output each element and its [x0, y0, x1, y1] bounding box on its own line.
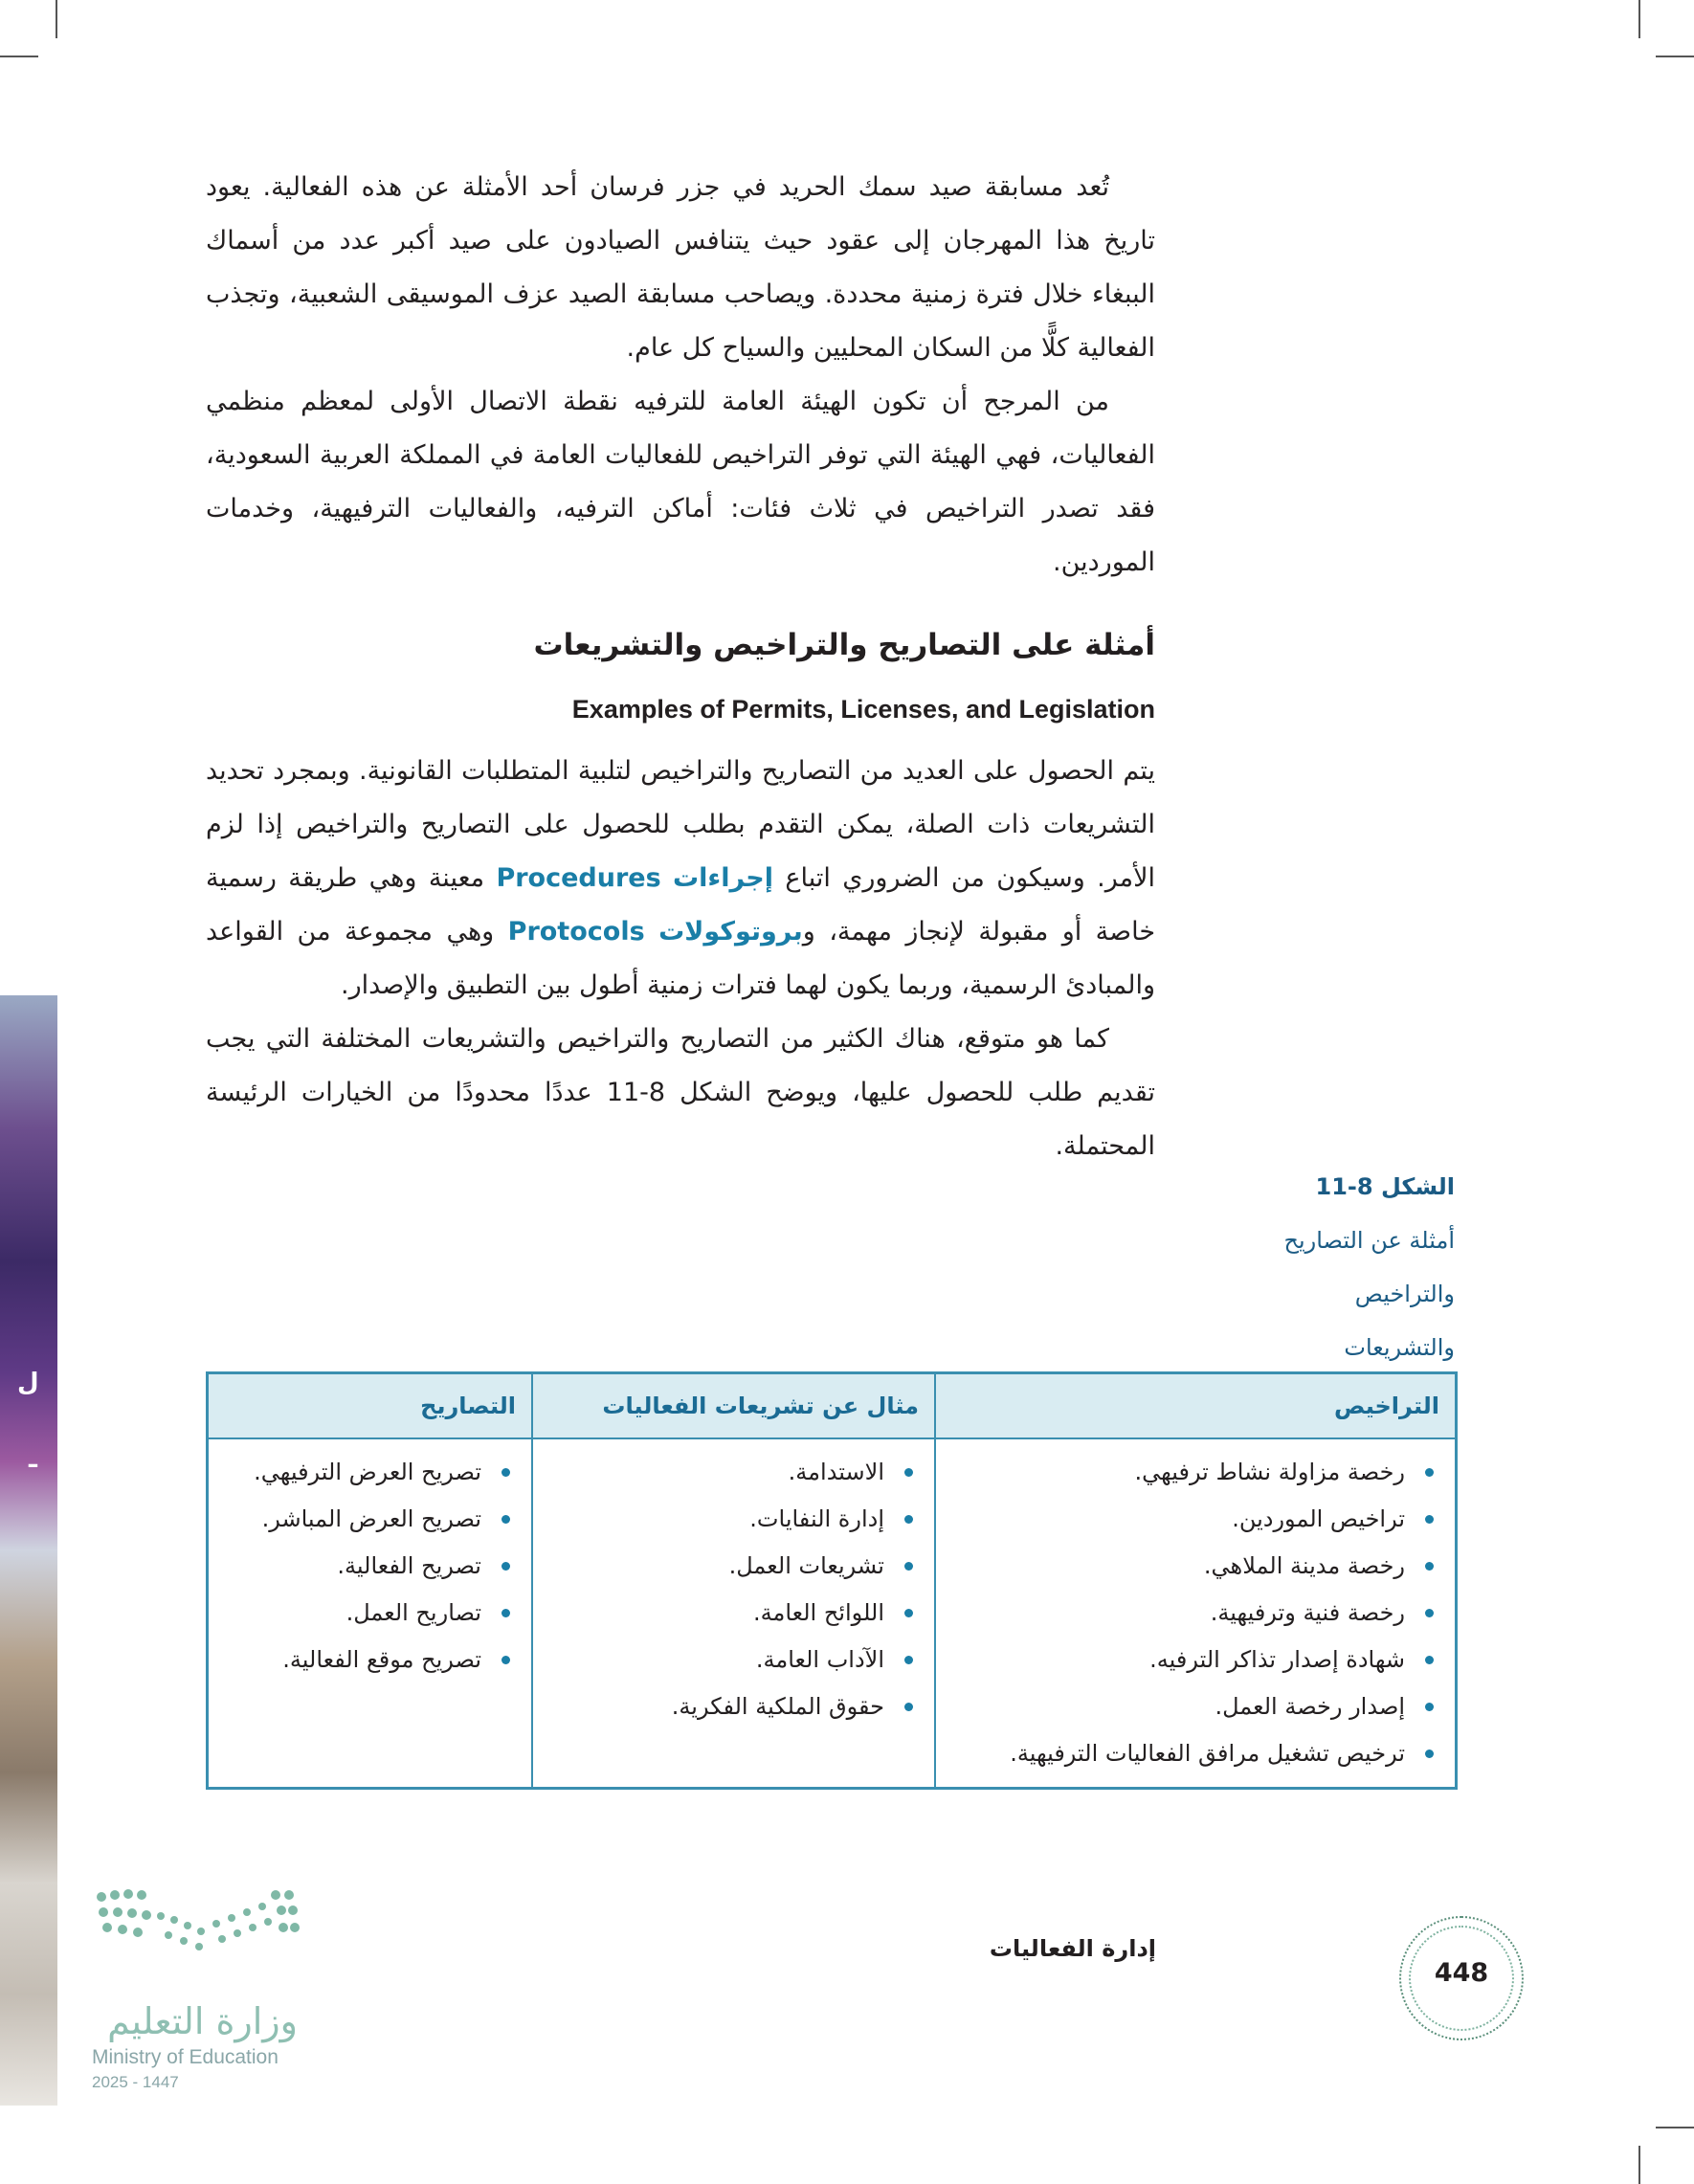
list-item: اللوائح العامة.: [548, 1590, 917, 1637]
crop-mark: [1656, 56, 1694, 57]
running-footer-title: إدارة الفعاليات: [989, 1935, 1156, 1962]
intro-paragraph-2: من المرجح أن تكون الهيئة العامة للترفيه نقطة الاتصال الأولى لمعظم منظمي الفعاليات، فهي الهيئة التي توفر التراخيص للفعاليات العامة في المملكة العربية السعودية، فقد تصدر التراخيص في ثلاث فئات: أماكن الترفيه، والفعاليات الترفيهية، وخدمات الموردين.: [206, 387, 1155, 577]
term-protocols-en: Protocols: [507, 917, 645, 947]
page-number-badge: [1399, 1916, 1524, 2040]
decorative-glyph: ـ: [29, 1445, 37, 1474]
text-run: يتم الحصول على العديد من التصاريح والتراخيص لتلبية المتطلبات القانونية. وبمجرد تحديد التشريعات ذات الصلة، يمكن التقدم بطلب للحصول على التصاريح والتراخيص إذا لزم الأمر. وسيكون من الضروري اتباع: [206, 756, 1155, 893]
ministry-name-arabic: وزارة التعليم: [107, 2000, 298, 2042]
section-title-arabic: أمثلة على التصاريح والتراخيص والتشريعات: [533, 628, 1155, 662]
list-item: شهادة إصدار تذاكر الترفيه.: [951, 1637, 1438, 1683]
list-item: تصريح العرض الترفيهي.: [224, 1449, 514, 1496]
list-item: تصريح موقع الفعالية.: [224, 1637, 514, 1683]
crop-mark: [56, 0, 57, 38]
term-procedures-ar: إجراءات: [673, 863, 774, 893]
figure-caption-line: والتراخيص: [1354, 1281, 1455, 1307]
list-item: ترخيص تشغيل مرافق الفعاليات الترفيهية.: [951, 1730, 1438, 1777]
list-item: الاستدامة.: [548, 1449, 917, 1496]
list-item: تشريعات العمل.: [548, 1543, 917, 1590]
table-row: [208, 1438, 1457, 1789]
text-run: وهي مجموعة من القواعد والمبادئ الرسمية، وربما يكون لهما فترات زمنية أطول بين التطبيق والإصدار.: [206, 917, 1155, 1000]
ministry-logo: [92, 1878, 322, 2091]
section-title-english: Examples of Permits, Licenses, and Legislation: [571, 695, 1155, 724]
crop-mark: [1656, 2127, 1694, 2128]
list-item: تصاريح العمل.: [224, 1590, 514, 1637]
figure-label: الشكل 8-11: [1315, 1173, 1455, 1200]
header-legislation: مثال عن تشريعات الفعاليات: [532, 1373, 935, 1439]
legislation-list: [548, 1449, 917, 1730]
list-item: تصريح العرض المباشر.: [224, 1496, 514, 1543]
text-run: معينة وهي طريقة رسمية خاصة أو مقبولة لإنجاز مهمة، و: [206, 863, 1156, 947]
licenses-list: [951, 1449, 1438, 1777]
term-protocols-ar: بروتوكولات: [658, 917, 803, 947]
crop-mark: [1638, 2146, 1640, 2184]
crop-mark: [0, 56, 38, 57]
list-item: رخصة فنية وترفيهية.: [951, 1590, 1438, 1637]
edition-years: 2025 - 1447: [92, 2073, 179, 2091]
intro-text: [206, 161, 1155, 590]
intro-paragraph-1: تُعد مسابقة صيد سمك الحريد في جزر فرسان أحد الأمثلة عن هذه الفعالية. يعود تاريخ هذا المهرجان إلى عقود حيث يتنافس الصيادون على صيد أكبر عدد من أسماك الببغاء خلال فترة زمنية محددة. ويصاحب مسابقة الصيد عزف الموسيقى الشعبية، وتجذب الفعالية كلًّا من السكان المحليين والسياح كل عام.: [206, 172, 1155, 363]
list-item: الآداب العامة.: [548, 1637, 917, 1683]
figure-caption: [1206, 1160, 1455, 1374]
list-item: حقوق الملكية الفكرية.: [548, 1683, 917, 1730]
decorative-glyph: ل: [17, 1369, 39, 1397]
header-licenses: التراخيص: [935, 1373, 1457, 1439]
ministry-name-english: Ministry of Education: [92, 2046, 279, 2068]
figure-caption-line: والتشريعات: [1344, 1334, 1455, 1361]
list-item: إدارة النفايات.: [548, 1496, 917, 1543]
list-item: رخصة مدينة الملاهي.: [951, 1543, 1438, 1590]
legislation-cell: [532, 1438, 935, 1789]
section-paragraph-1: [206, 745, 1155, 1013]
licenses-cell: [935, 1438, 1457, 1789]
term-procedures-en: Procedures: [496, 863, 661, 893]
list-item: تصريح الفعالية.: [224, 1543, 514, 1590]
figure-caption-line: أمثلة عن التصاريح: [1283, 1227, 1455, 1254]
table-header-row: [208, 1373, 1457, 1439]
logo-dots-icon: [92, 1878, 302, 1993]
section-paragraph-2: كما هو متوقع، هناك الكثير من التصاريح والتراخيص والتشريعات المختلفة التي يجب تقديم طلب للحصول عليها، ويوضح الشكل 8-11 عددًا محدودًا من الخيارات الرئيسة المحتملة.: [206, 1024, 1156, 1161]
list-item: إصدار رخصة العمل.: [951, 1683, 1438, 1730]
decorative-photo-strip: [0, 995, 57, 2106]
header-permits: التصاريح: [208, 1373, 533, 1439]
list-item: تراخيص الموردين.: [951, 1496, 1438, 1543]
section-text: [206, 745, 1155, 1173]
crop-mark: [1638, 0, 1640, 38]
permits-cell: [208, 1438, 533, 1789]
list-item: رخصة مزاولة نشاط ترفيهي.: [951, 1449, 1438, 1496]
page-number: 448: [1434, 1958, 1489, 1988]
permits-licenses-table: [206, 1371, 1458, 1790]
permits-list: [224, 1449, 514, 1683]
